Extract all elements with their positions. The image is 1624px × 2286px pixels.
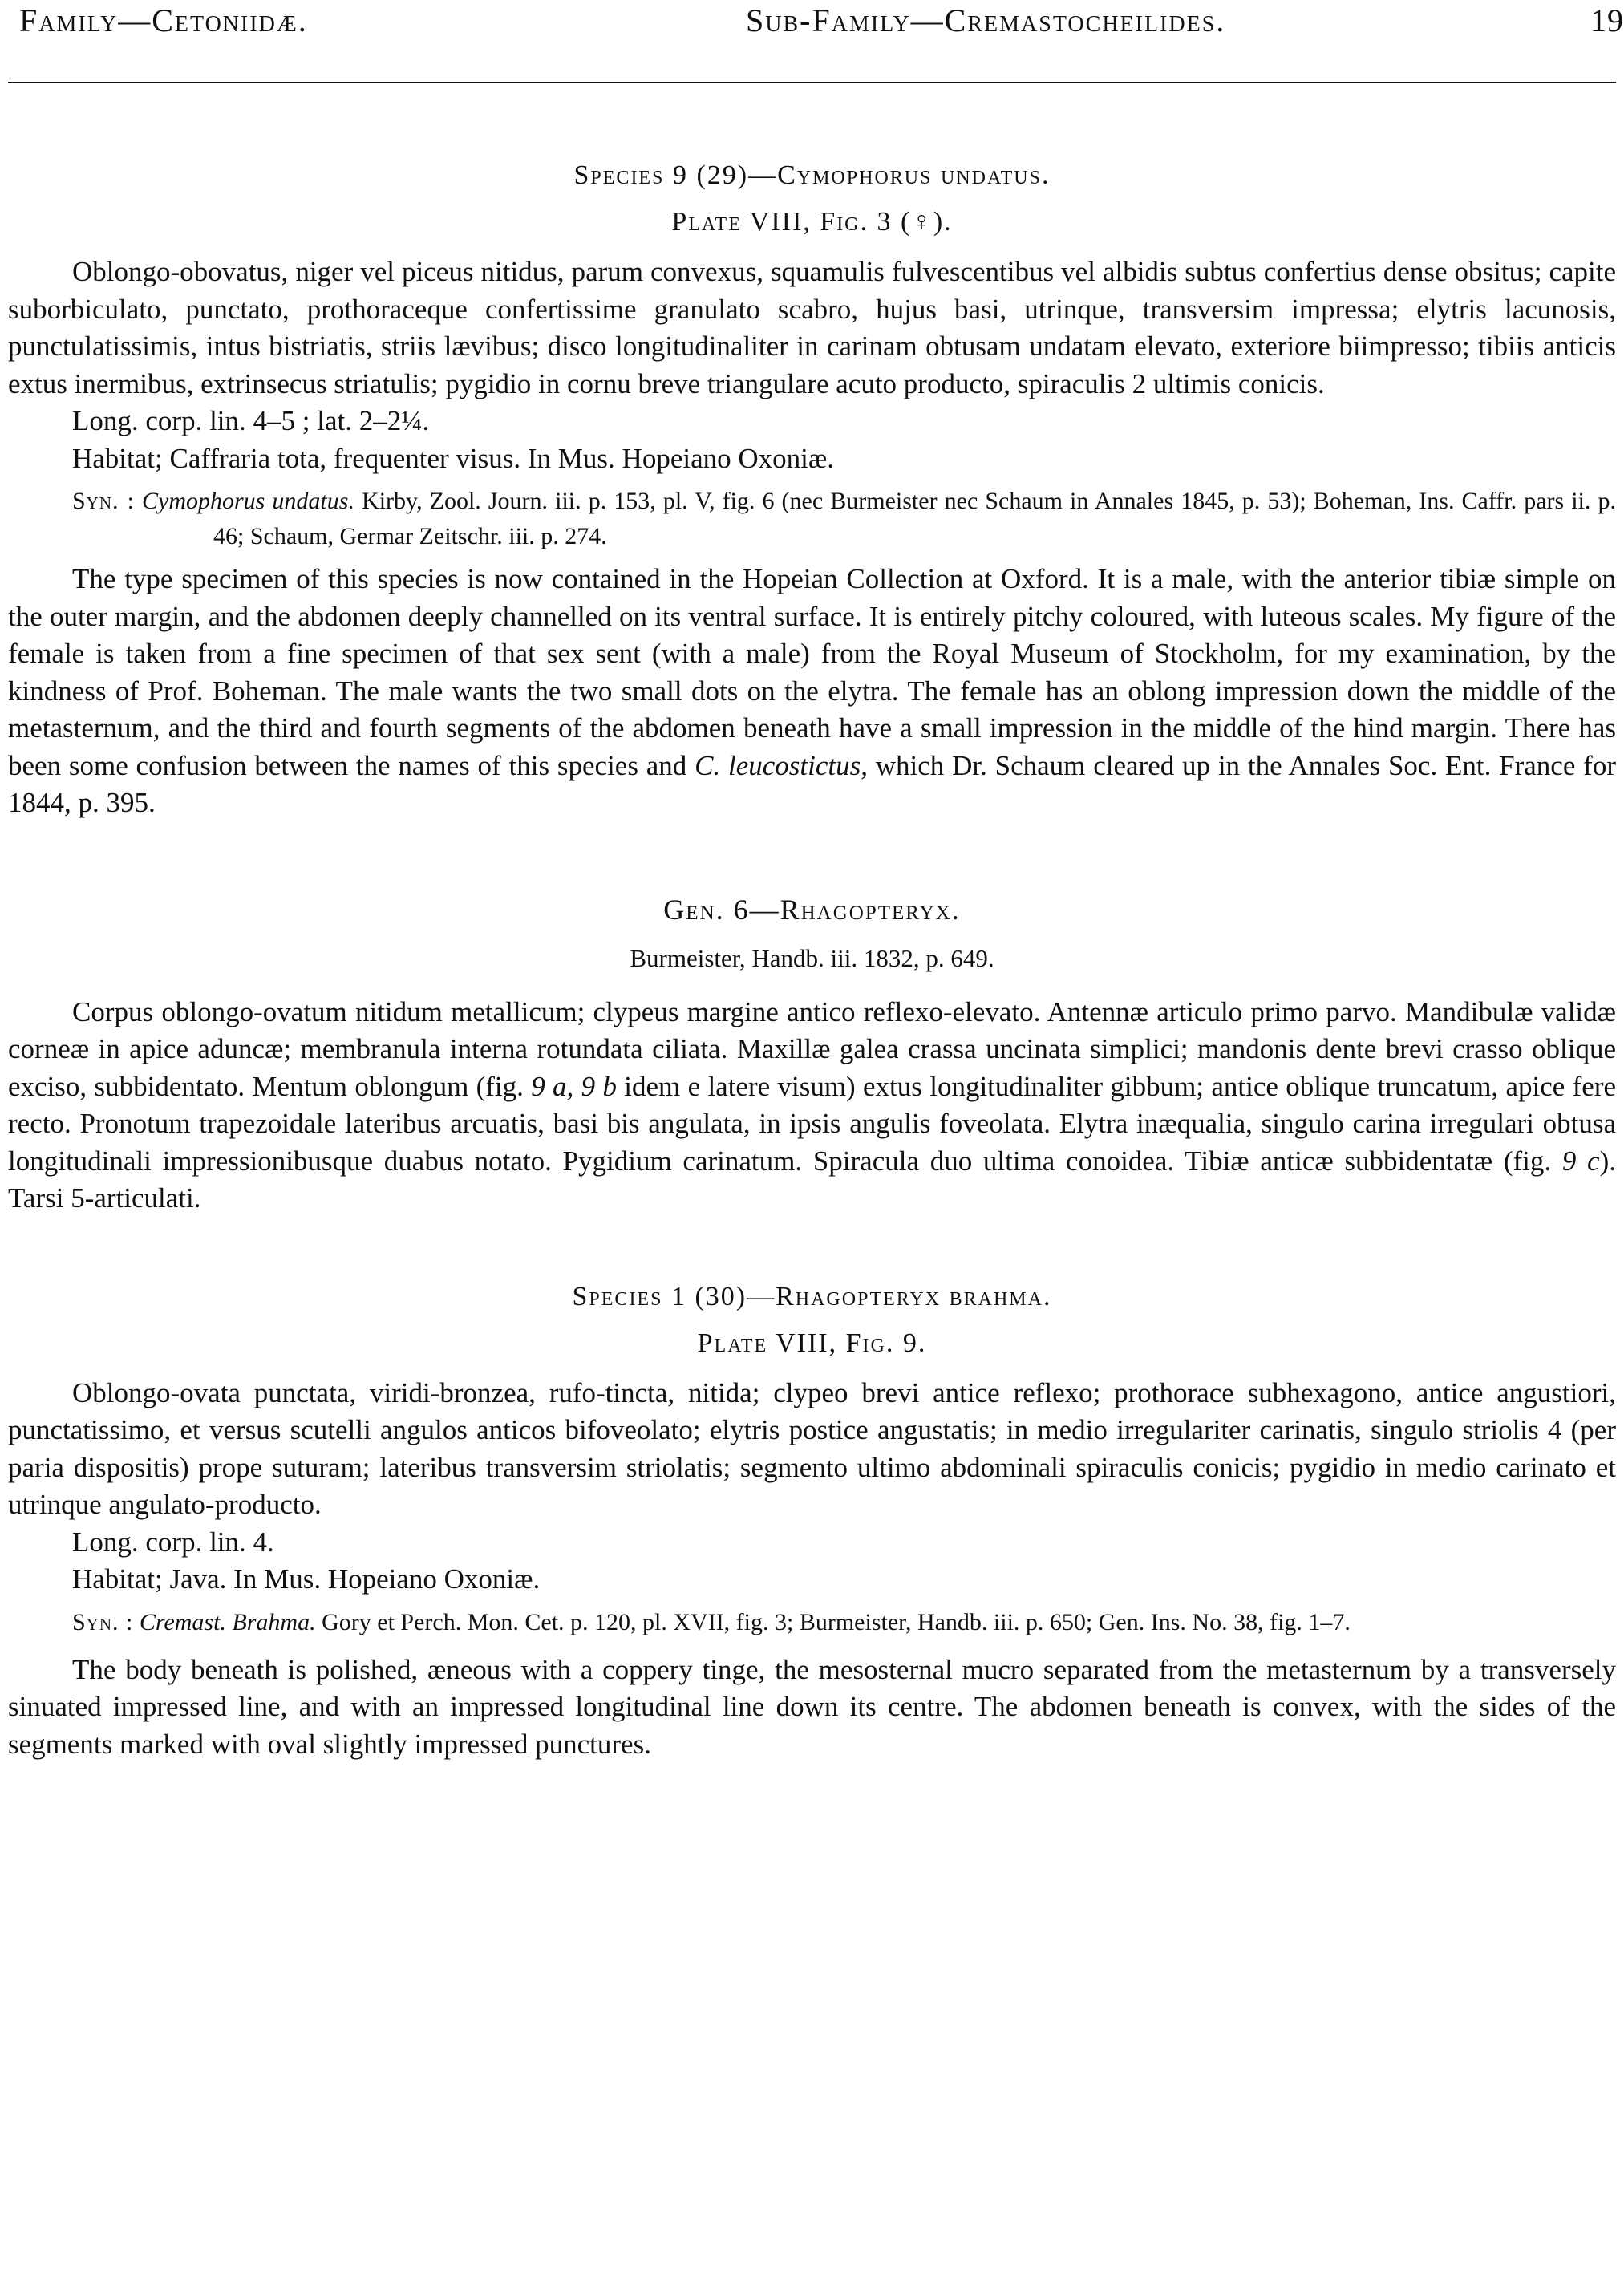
syn-name: Cremast. Brahma. — [139, 1608, 316, 1635]
species-9-synonymy — [8, 484, 1616, 554]
header-rule — [8, 82, 1616, 83]
running-header — [0, 0, 1624, 42]
genus-6-description — [8, 994, 1616, 1218]
genus-desc-part — [573, 1071, 581, 1102]
species-9-description: Oblongo-obovatus, niger vel piceus nitidus, parum convexus, squamulis fulvescentibus vel albidis subtus confertius dense obsitus; capite suborbiculato, punctato, prothoraceque confertissime granulato scabro, hujus basi, utrinque, transversim impressa; elytris lacunosis, punctulatissimis, intus bistriatis, striis lævibus; disco longitudinaliter in carinam obtusam undatam elevato, exteriore biimpresso; tibiis anticis extus inermibus, extrinsecus striatulis; pygidio in cornu breve triangulare acuto producto, spiraculis 2 ultimis conicis. — [8, 256, 1616, 399]
page-body — [8, 160, 1616, 1763]
genus-desc-part: ). Tarsi 5-articulati. — [8, 1145, 1616, 1214]
syn-label: Syn. : — [72, 488, 135, 514]
notes-tail: which Dr. Schaum cleared up in the Annales Soc. Ent. France for 1844, p. 395. — [8, 749, 1616, 818]
page-number: 19 — [1590, 2, 1624, 39]
species-1-description: Oblongo-ovata punctata, viridi-bronzea, rufo-tincta, nitida; clypeo brevi antice reflexo; prothorace subhexagono, antice angustiori, punctatissimo, et versus scutelli angulos anticos bifoveolato; elytris postice angustatis; in medio irregulariter carinatis, singulo striolis 4 (per paria dispositis) prope suturam; lateribus transversim striolatis; segmento ultimo abdominali spiraculis conicis; pygidio in medio carinato et utrinque angulato-producto. — [8, 1376, 1616, 1520]
fig-ref: 9 a, — [531, 1070, 574, 1102]
fig-ref: 9 c — [1561, 1145, 1600, 1177]
species-9-measurements: Long. corp. lin. 4–5 ; lat. 2–2¼. — [72, 405, 430, 436]
species-1-plate-ref: Plate VIII, Fig. 9. — [697, 1327, 927, 1358]
syn-label: Syn. : — [72, 1608, 134, 1635]
notes-species-name: C. leucostictus, — [695, 749, 868, 781]
species-9-plate-ref: Plate VIII, Fig. 3 (♀). — [671, 207, 953, 237]
species-1-synonymy — [8, 1605, 1616, 1640]
genus-6-authority: Burmeister, Handb. iii. 1832, p. 649. — [630, 943, 994, 972]
syn-references: Gory et Perch. Mon. Cet. p. 120, pl. XVII, fig. 3; Burmeister, Handb. iii. p. 650; Gen. Ins. No. 38, fig. 1–7. — [315, 1608, 1351, 1635]
notes-text: The type specimen of this species is now contained in the Hopeian Collection at Oxford. It is a male, with the anterior tibiæ simple on the outer margin, and the abdomen deeply channelled on its ventral surface. It is entirely pitchy coloured, with luteous scales. My figure of the female is taken from a fine specimen of that sex sent (with a male) from the Royal Museum of Stockholm, for my examination, by the kindness of Prof. Boheman. The male wants the two small dots on the elytra. The female has an oblong impression down the middle of the metasternum, and the third and fourth segments of the abdomen beneath have a small impression in the middle of the hind margin. There has been some confusion between the names of this species and — [8, 563, 1616, 781]
header-subfamily: Sub-Family—Cremastocheilides. — [746, 2, 1226, 39]
species-1-notes: The body beneath is polished, æneous with a coppery tinge, the mesosternal mucro separated from the metasternum by a transversely sinuated impressed line, and with an impressed longitudinal line down its centre. The abdomen beneath is convex, with the sides of the segments marked with oval slightly impressed punctures. — [8, 1653, 1616, 1760]
syn-name: Cymophorus undatus. — [142, 488, 354, 514]
genus-desc-part: idem e latere visum) extus longitudinaliter gibbum; antice oblique truncatum, apice fere recto. Pronotum trapezoidale lateribus arcuatis, basi bis angulata, in ipsis angulis foveolata. Elytra inæqualia, singulo carina irregulari obtusa longitudinali impressionibusque duabus notato. Pygidium carinatum. Spiracula duo ultima conoidea. Tibiæ anticæ subbidentatæ (fig. — [8, 1070, 1617, 1177]
syn-references: Kirby, Zool. Journ. iii. p. 153, pl. V, fig. 6 (nec Burmeister nec Schaum in Annales 1845, p. 53); Boheman, Ins. Caffr. pars ii. p. 46; Schaum, Germar Zeitschr. iii. p. 274. — [213, 488, 1616, 549]
species-9-heading: Species 9 (29)—Cymophorus undatus. — [573, 160, 1051, 190]
species-9-habitat: Habitat; Caffraria tota, frequenter visus. In Mus. Hopeiano Oxoniæ. — [72, 442, 834, 474]
fig-ref: 9 b — [581, 1070, 617, 1102]
header-family: Family—Cetoniidæ. — [19, 2, 308, 39]
species-9-notes — [8, 561, 1616, 822]
species-1-habitat: Habitat; Java. In Mus. Hopeiano Oxoniæ. — [72, 1563, 541, 1595]
genus-6-heading: Gen. 6—Rhagopteryx. — [663, 893, 961, 926]
species-1-heading: Species 1 (30)—Rhagopteryx brahma. — [572, 1281, 1052, 1311]
genus-desc-part: Corpus oblongo-ovatum nitidum metallicum; clypeus margine antico reflexo-elevato. Antennæ articulo primo parvo. Mandibulæ validæ corneæ in apice aduncæ; membranula interna rotundata ciliata. Maxillæ galea crassa uncinata simplici; mandonis dente brevi crasso oblique exciso, subbidentato. Mentum oblongum (fig. — [8, 995, 1616, 1102]
species-1-measurements: Long. corp. lin. 4. — [72, 1526, 274, 1558]
